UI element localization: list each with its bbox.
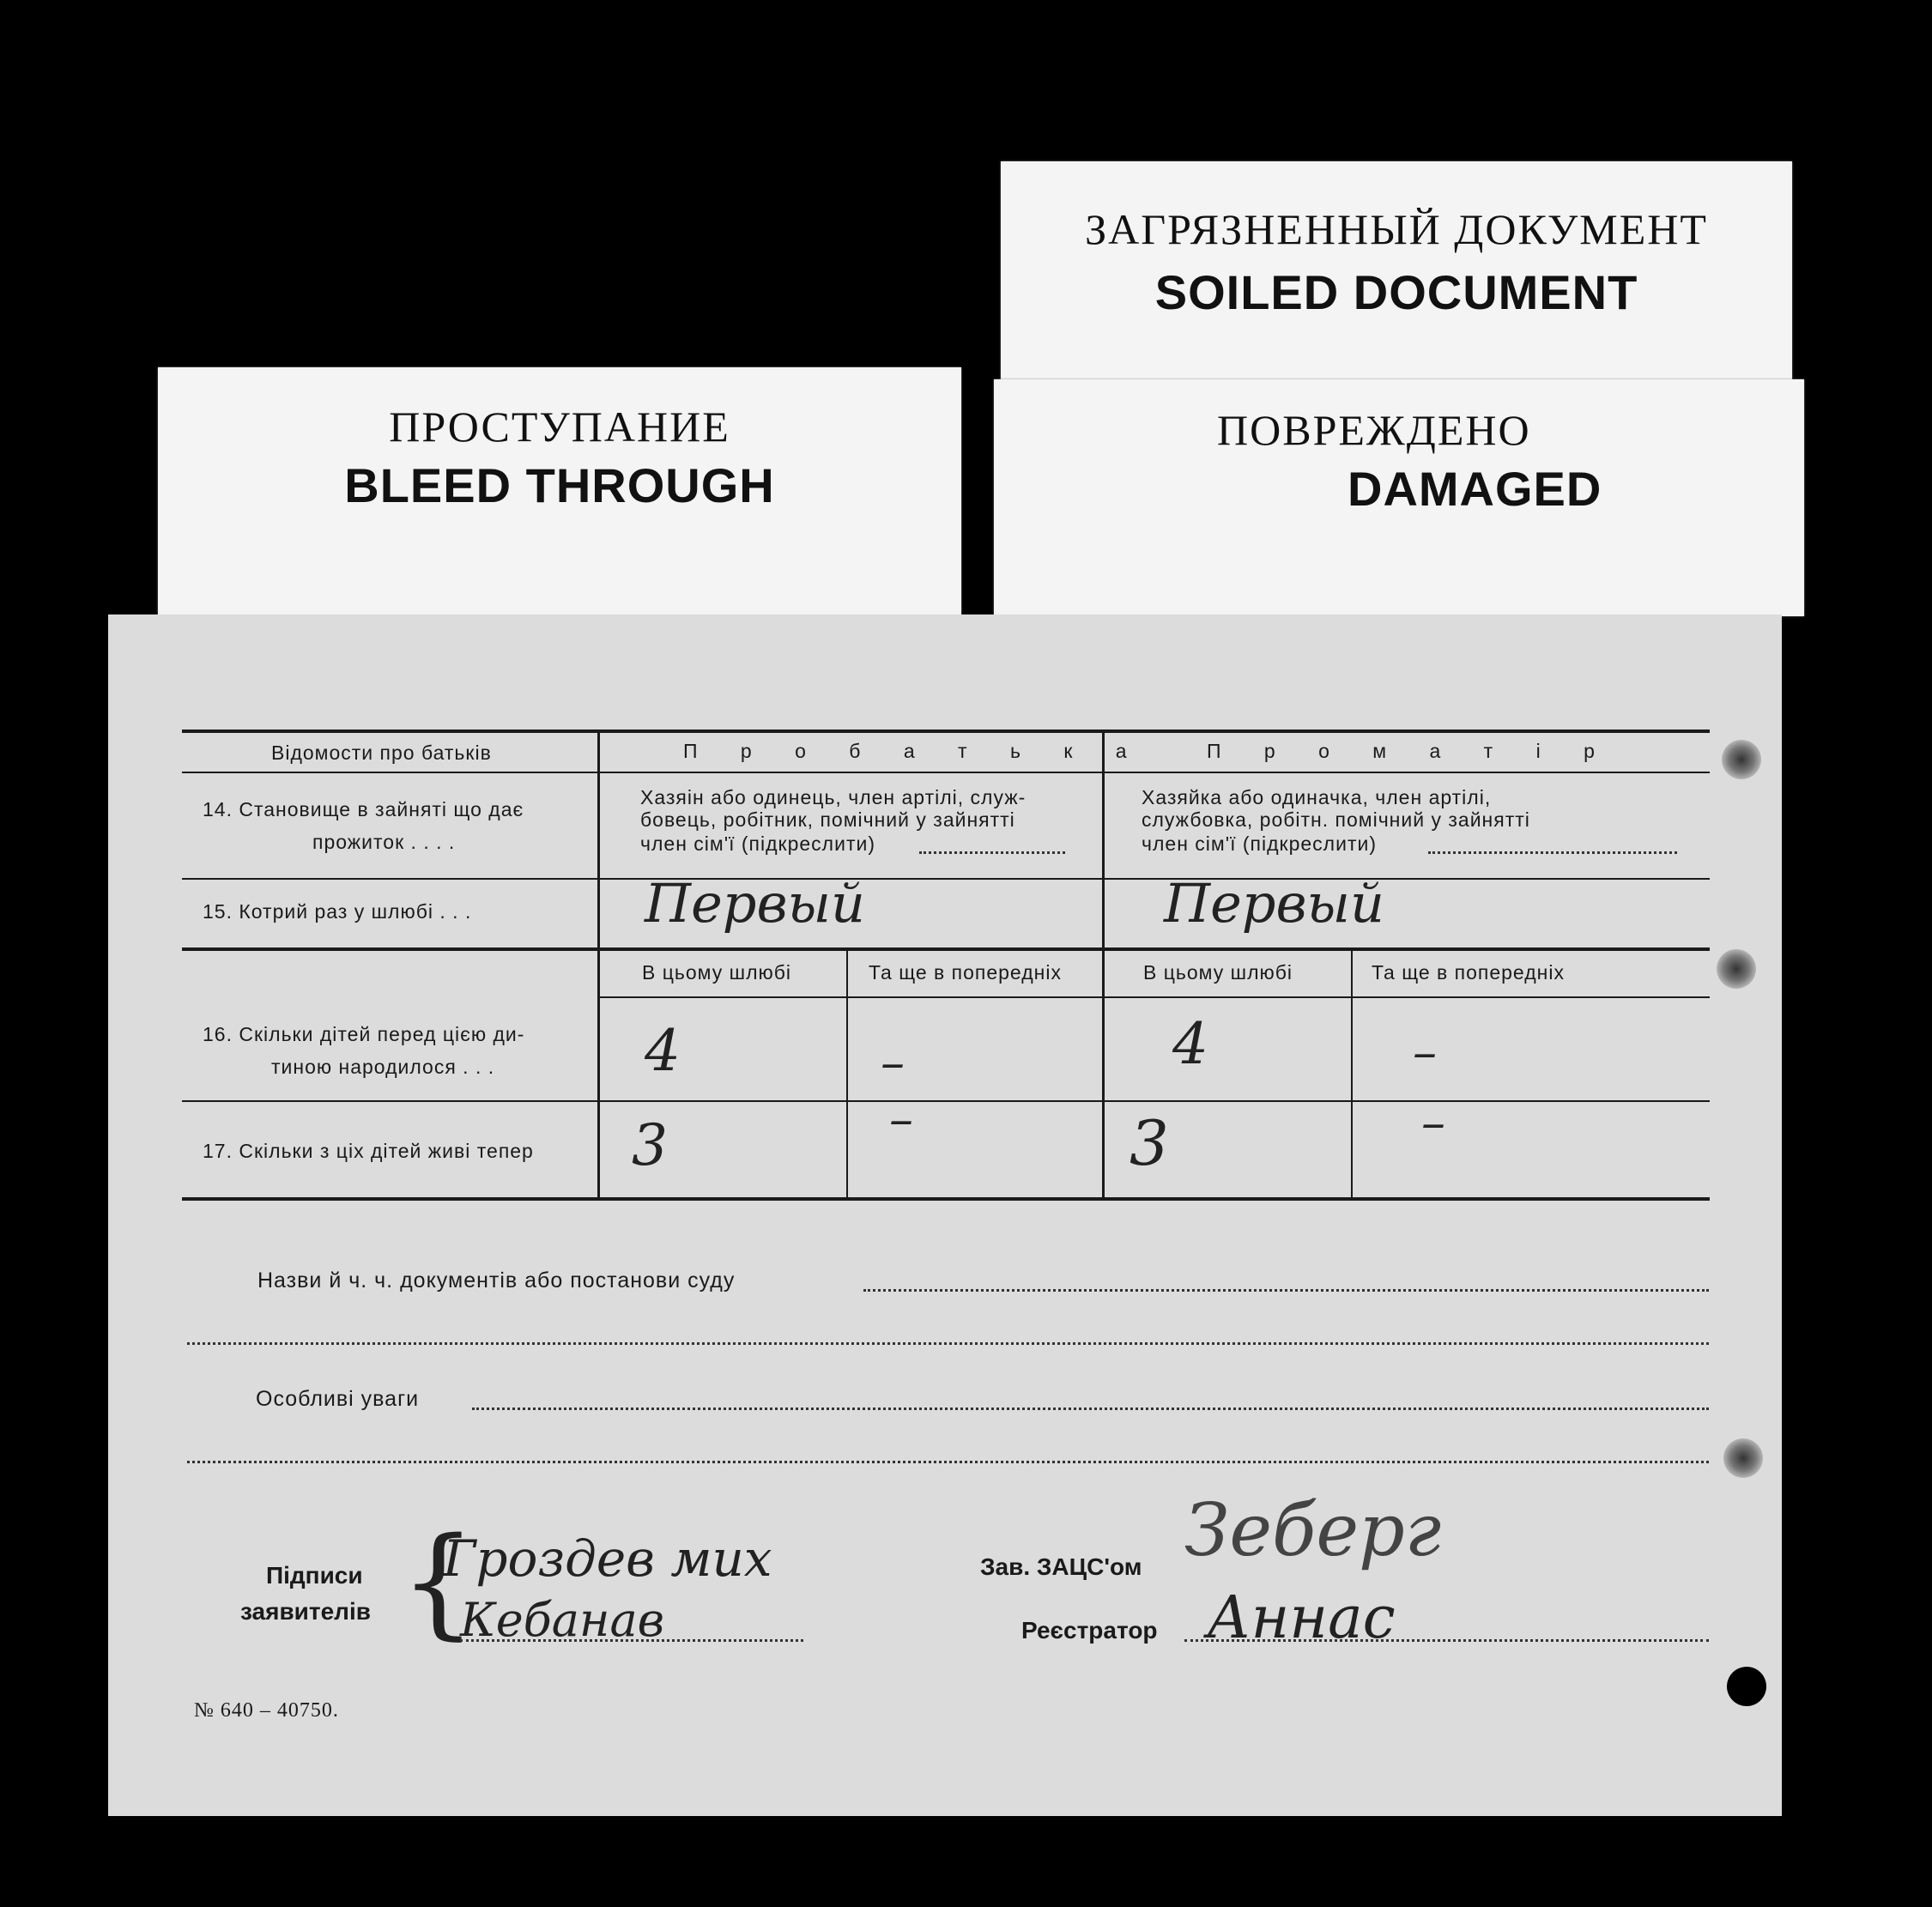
- header-father: П р о б а т ь к а: [683, 740, 1146, 762]
- applicants-label-line2: заявителів: [240, 1598, 371, 1625]
- row17-mother-prev-handwriting: –: [1421, 1095, 1445, 1151]
- row14-label-line1: 14. Становище в зайняті що дає: [203, 798, 524, 820]
- row14-mother-line1: Хазяйка або одиначка, член артілі,: [1142, 786, 1492, 808]
- row17-label: 17. Скільки з ціх дітей живі тепер: [203, 1140, 534, 1162]
- registrar-label: Реєстратор: [1021, 1617, 1158, 1644]
- damaged-ru-label: ПОВРЕЖДЕНО: [1217, 406, 1531, 454]
- notes-dots: [472, 1408, 1709, 1410]
- head-zags-label: Зав. ЗАЦС'ом: [980, 1553, 1142, 1580]
- soiled-en-label: SOILED DOCUMENT: [1154, 265, 1638, 319]
- registrar-dots: [1184, 1639, 1709, 1642]
- row14-mother-line3: член сім'ї (підкреслити): [1142, 832, 1377, 855]
- notes-label: Особливі уваги: [256, 1387, 420, 1411]
- bleed-ru-label: ПРОСТУПАНИЕ: [389, 403, 730, 451]
- table-rule: [182, 878, 1710, 880]
- table-col-rule: [846, 949, 848, 1200]
- row15-father-handwriting: Первый: [645, 872, 865, 935]
- subheader-mother-prev: Та ще в попередніх: [1372, 961, 1565, 984]
- header-mother: П р о м а т і р: [1207, 740, 1614, 762]
- registrar-signature: Аннас: [1207, 1584, 1396, 1652]
- row14-father-line3: член сім'ї (підкреслити): [640, 832, 875, 855]
- row16-mother-this-handwriting: 4: [1172, 1011, 1208, 1077]
- row14-father-dots: [919, 851, 1065, 854]
- punch-hole: [1727, 1667, 1766, 1706]
- applicants-brace: {: [400, 1512, 477, 1652]
- table-rule: [182, 1100, 1710, 1102]
- soiled-document-card: [1001, 161, 1792, 410]
- punch-hole: [1717, 949, 1756, 989]
- subheader-father-prev: Та ще в попередніх: [869, 961, 1062, 984]
- applicant1-signature: Гроздев мих: [443, 1529, 772, 1588]
- table-rule: [182, 772, 1710, 773]
- row17-father-this-handwriting: 3: [632, 1112, 668, 1178]
- bleed-through-card: [158, 367, 961, 616]
- documents-dots-line2: [187, 1342, 1709, 1345]
- table-bottom-rule: [182, 1197, 1710, 1201]
- documents-dots: [863, 1289, 1709, 1292]
- table-col-rule: [1102, 730, 1105, 1200]
- row16-mother-prev-handwriting: –: [1413, 1025, 1437, 1081]
- row16-label-line1: 16. Скільки дітей перед цією ди-: [203, 1023, 525, 1045]
- damaged-en-label: DAMAGED: [1348, 462, 1602, 516]
- table-rule: [182, 947, 1710, 951]
- punch-hole: [1722, 740, 1761, 779]
- row17-father-prev-handwriting: –: [889, 1092, 913, 1147]
- subheader-mother-this: В цьому шлюбі: [1143, 961, 1293, 984]
- table-col-rule: [1351, 949, 1353, 1200]
- bleed-en-label: BLEED THROUGH: [344, 458, 775, 512]
- row15-label: 15. Котрий раз у шлюбі . . .: [203, 900, 472, 923]
- notes-dots-line2: [187, 1461, 1709, 1463]
- applicant2-signature: Кебанав: [460, 1593, 665, 1647]
- table-col-rule: [597, 730, 600, 1200]
- subheader-father-this: В цьому шлюбі: [642, 961, 792, 984]
- form-number: № 640 – 40750.: [194, 1699, 339, 1722]
- table-rule: [599, 996, 1710, 998]
- damaged-card: [994, 379, 1804, 616]
- table-top-rule: [182, 730, 1710, 733]
- row14-father-line1: Хазяін або одинець, член артілі, служ-: [640, 786, 1027, 808]
- row16-father-prev-handwriting: –: [881, 1035, 905, 1091]
- row16-label-line2: тиною народилося . . .: [271, 1056, 495, 1078]
- row15-mother-handwriting: Первый: [1164, 872, 1384, 935]
- record-form-sheet: [108, 614, 1782, 1816]
- row14-mother-dots: [1428, 851, 1677, 854]
- head-zags-signature: Зеберг: [1184, 1488, 1442, 1572]
- applicants-dots: [460, 1639, 803, 1642]
- header-parents: Відомости про батьків: [271, 742, 492, 764]
- row14-father-line2: бовець, робітник, помічний у зайнятті: [640, 808, 1015, 831]
- row14-label-line2: прожиток . . . .: [312, 831, 456, 853]
- punch-hole: [1723, 1438, 1763, 1478]
- applicants-label-line1: Підписи: [266, 1562, 363, 1589]
- row16-father-this-handwriting: 4: [645, 1018, 681, 1084]
- soiled-ru-label: ЗАГРЯЗНЕННЫЙ ДОКУМЕНТ: [1085, 205, 1708, 253]
- row17-mother-this-handwriting: 3: [1130, 1107, 1169, 1179]
- row14-mother-line2: службовка, робітн. помічний у зайнятті: [1142, 808, 1530, 831]
- documents-label: Назви й ч. ч. документів або постанови суду: [257, 1268, 736, 1293]
